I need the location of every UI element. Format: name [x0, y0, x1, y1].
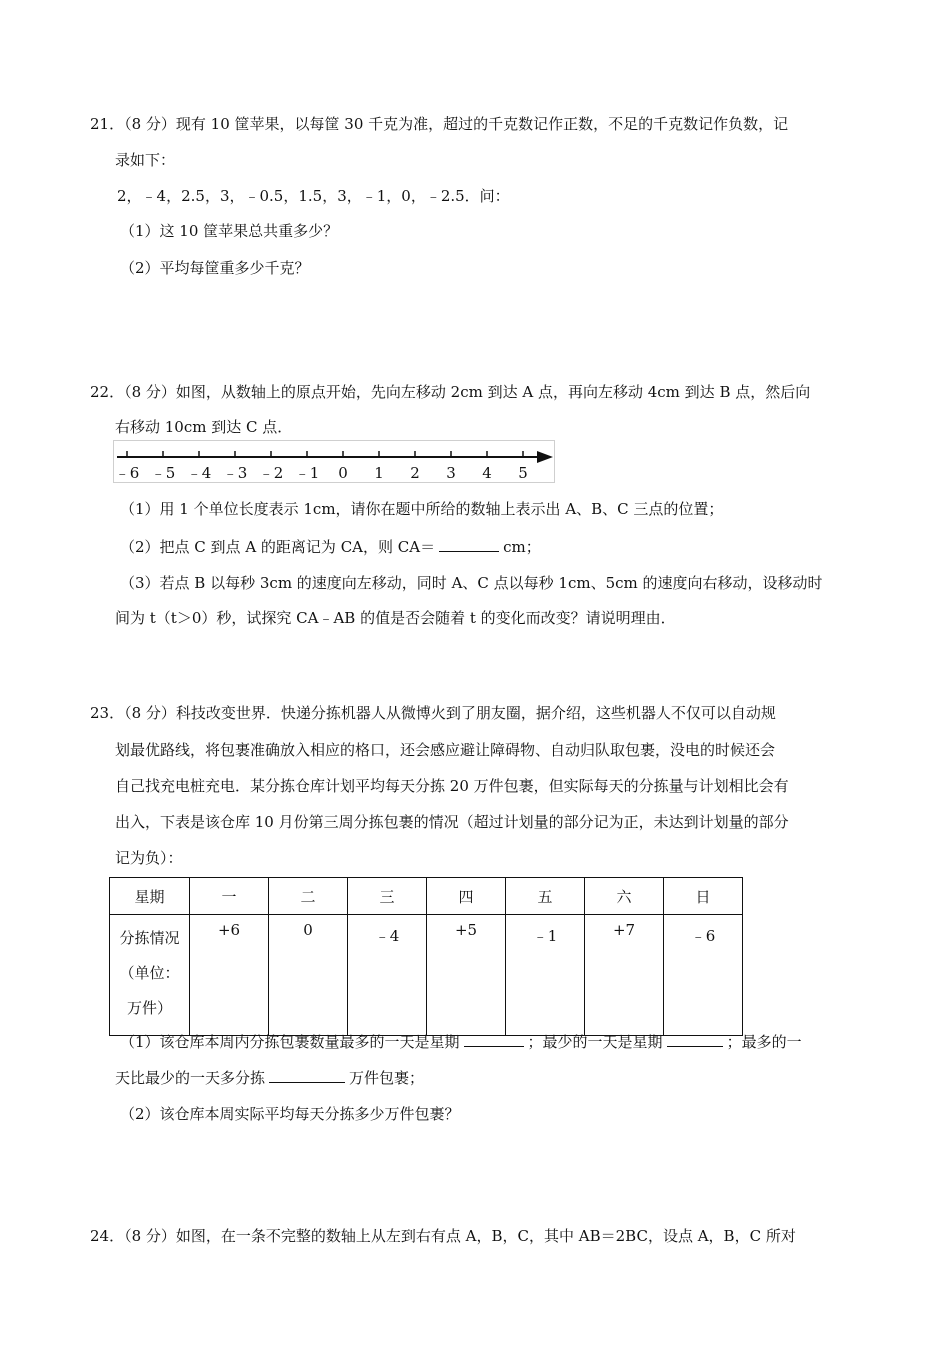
number-line-tick-label: ﹣4 [186, 464, 212, 482]
table-header-row [110, 878, 743, 915]
number-line-tick-label: 1 [374, 464, 384, 482]
q23-line-4: 出入，下表是该仓库 10 月份第三周分拣包裹的情况（超过计划量的部分记为正，未达到计划量的部分 [115, 813, 789, 831]
header-cell: 三 [348, 878, 427, 915]
answer-blank-ca[interactable] [439, 537, 499, 552]
header-cell: 一 [190, 878, 269, 915]
q21-sub-2: （2）平均每筐重多少千克？ [120, 259, 310, 277]
header-cell: 星期 [110, 878, 190, 915]
number-line-tick-labels [115, 464, 528, 482]
value-cell: 0 [269, 915, 348, 1036]
answer-blank-difference[interactable] [269, 1068, 345, 1083]
answer-blank-min-day[interactable] [667, 1032, 723, 1047]
number-line-tick-label: ﹣1 [294, 464, 320, 482]
sorting-table [109, 877, 743, 1036]
q23-line-5: 记为负）： [115, 849, 183, 867]
header-cell: 六 [585, 878, 664, 915]
number-line-tick-label: ﹣3 [222, 464, 248, 482]
q23-sub-1-line-2 [115, 1068, 424, 1088]
value-cell: +6 [190, 915, 269, 1036]
q24-line-1: 24．（8 分）如图，在一条不完整的数轴上从左到右有点 A，B，C，其中 AB＝2BC，设点 A，B，C 所对 [90, 1227, 796, 1245]
table-row [110, 915, 743, 1036]
number-line-tick-label: 2 [410, 464, 420, 482]
q22-sub-2-unit: cm； [503, 538, 541, 556]
value-cell: +5 [427, 915, 506, 1036]
row-label-line: 万件） [126, 999, 172, 1017]
number-line-figure [113, 440, 558, 486]
number-line-tick-label: 4 [482, 464, 492, 482]
q22-sub-3-line-1: （3）若点 B 以每秒 3cm 的速度向左移动，同时 A、C 点以每秒 1cm、5cm 的速度向右移动，设移动时 [120, 574, 823, 592]
header-cell: 五 [506, 878, 585, 915]
q23-sub-1-text-a: （1）该仓库本周内分拣包裹数量最多的一天是星期 [120, 1033, 460, 1051]
q23-sub-2: （2）该仓库本周实际平均每天分拣多少万件包裹？ [120, 1105, 460, 1123]
header-cell: 二 [269, 878, 348, 915]
q21-sub-1: （1）这 10 筐苹果总共重多少？ [120, 222, 339, 240]
q23-line-3: 自己找充电桩充电．某分拣仓库计划平均每天分拣 20 万件包裹，但实际每天的分拣量与计划相比会有 [115, 777, 789, 795]
number-line-arrow [537, 451, 553, 463]
q23-sub-1-line-2-text-b: 万件包裹； [349, 1069, 425, 1087]
q22-sub-1: （1）用 1 个单位长度表示 1cm，请你在题中所给的数轴上表示出 A、B、C 三点的位置； [120, 500, 724, 518]
q21-data-line: 2，﹣4，2.5，3，﹣0.5，1.5，3，﹣1，0，﹣2.5．问： [117, 187, 510, 205]
q23-sub-1-line-2-text-a: 天比最少的一天多分拣 [115, 1069, 266, 1087]
q22-line-2: 右移动 10cm 到达 C 点． [115, 418, 293, 436]
value-cell: ﹣6 [664, 915, 743, 1036]
q21-line-1: 21．（8 分）现有 10 筐苹果，以每筐 30 千克为准，超过的千克数记作正数，不足的千克数记作负数，记 [90, 115, 789, 133]
q23-sub-1-line-1 [120, 1032, 802, 1052]
header-cell: 日 [664, 878, 743, 915]
row-label-line: 分拣情况 [119, 929, 180, 947]
q22-sub-2 [120, 537, 541, 557]
q23-line-2: 划最优路线，将包裹准确放入相应的格口，还会感应避让障碍物、自动归队取包裹，没电的时候还会 [115, 741, 776, 759]
answer-blank-max-day[interactable] [464, 1032, 524, 1047]
number-line-tick-label: ﹣5 [150, 464, 176, 482]
q23-sub-1-text-c: ；最多的一 [726, 1033, 802, 1051]
q22-sub-3-line-2: 间为 t（t＞0）秒，试探究 CA﹣AB 的值是否会随着 t 的变化而改变？请说明理由． [115, 609, 676, 627]
q23-sub-1-text-b: ；最少的一天是星期 [527, 1033, 663, 1051]
header-cell: 四 [427, 878, 506, 915]
value-cell: ﹣4 [348, 915, 427, 1036]
row-label-line: （单位： [119, 964, 180, 982]
number-line-tick-label: 0 [338, 464, 348, 482]
value-cell: ﹣1 [506, 915, 585, 1036]
value-cell: +7 [585, 915, 664, 1036]
q22-line-1: 22．（8 分）如图，从数轴上的原点开始，先向左移动 2cm 到达 A 点，再向左移动 4cm 到达 B 点，然后向 [90, 383, 811, 401]
number-line-tick-label: ﹣2 [258, 464, 284, 482]
number-line-tick-label: 3 [446, 464, 456, 482]
q23-line-1: 23．（8 分）科技改变世界．快递分拣机器人从微博火到了朋友圈，据介绍，这些机器人不仅可以自动规 [90, 704, 776, 722]
q21-line-2: 录如下： [115, 151, 176, 169]
number-line-tick-label: ﹣6 [114, 464, 140, 482]
row-label-cell [110, 915, 190, 1036]
number-line-tick-label: 5 [518, 464, 528, 482]
q22-sub-2-text: （2）把点 C 到点 A 的距离记为 CA，则 CA＝ [120, 538, 436, 556]
